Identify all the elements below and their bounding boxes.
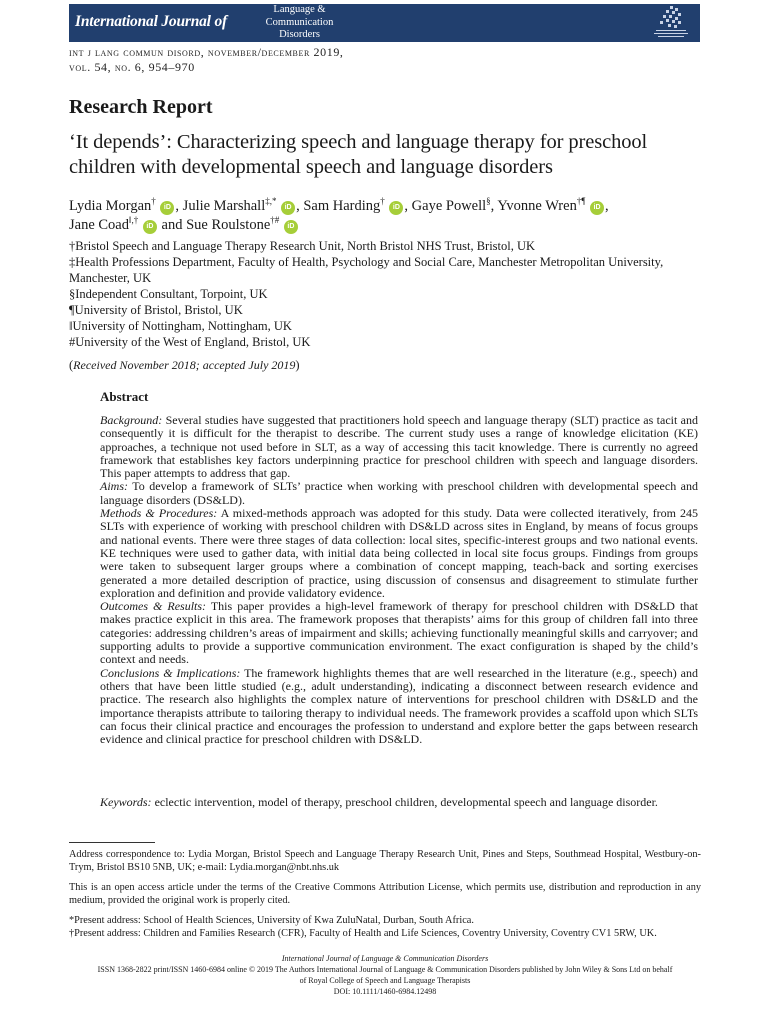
affiliation: ‡Health Professions Department, Faculty of Health, Psychology and Social Care, Manchester Metropolitan University, xyxy=(69,255,664,269)
author-list: Lydia Morgan† iD , Julie Marshall‡,* iD , Sam Harding† iD , Gaye Powell§, Yvonne Wren†¶ iD , Jane Coad‖,† iD and Sue Roulstone†# iD xyxy=(69,196,609,233)
orcid-icon[interactable]: iD xyxy=(143,220,157,234)
abstract-outcomes: Outcomes & Results: This paper provides a high-level framework of therapy for preschool children with DS&LD that makes practice explicit in this area. The framework proposes that therapists’ aims for this group of children fall into three categories: addressing children’s areas of impairment and skills; achieving functionally meaningful skills and carryover; and supporting adults to provide a supportive communication environment. The exact configuration is shaped by the child’s context and needs. xyxy=(100,599,698,667)
affiliation-mark: †¶ xyxy=(576,196,586,207)
orcid-icon[interactable]: iD xyxy=(284,220,298,234)
abstract-body xyxy=(100,414,698,746)
page-footer xyxy=(69,953,701,997)
article-title: ‘It depends’: Characterizing speech and language therapy for preschool children with developmental speech and language disorders xyxy=(69,131,648,178)
keywords: Keywords: eclectic intervention, model of therapy, preschool children, developmental speech and language disorder. xyxy=(100,795,658,809)
affiliation-list xyxy=(69,238,709,350)
received-dates: (Received November 2018; accepted July 2019) xyxy=(69,358,300,372)
footer-journal: International Journal of Language & Communication Disorders xyxy=(281,954,489,963)
affiliation: †Bristol Speech and Language Therapy Research Unit, North Bristol NHS Trust, Bristol, UK xyxy=(69,239,536,253)
author-name: Yvonne Wren xyxy=(497,198,577,214)
footnote-divider xyxy=(69,842,155,843)
journal-banner xyxy=(69,4,700,42)
journal-name-right: Language & Communication Disorders xyxy=(265,4,334,40)
abstract-heading: Abstract xyxy=(100,389,149,404)
present-address-note: *Present address: School of Health Sciences, University of Kwa ZuluNatal, Durban, South Africa. xyxy=(69,915,474,926)
affiliation: #University of the West of England, Bristol, UK xyxy=(69,335,311,349)
abstract-aims: Aims: To develop a framework of SLTs’ practice when working with preschool children with developmental speech and language disorders (DS&LD). xyxy=(100,479,698,507)
author-name: Jane Coad xyxy=(69,217,129,233)
correspondence-note: Address correspondence to: Lydia Morgan, Bristol Speech and Language Therapy Research Unit, Pines and Steps, Southmead Hospital, Westbury-on-Trym, Bristol BS10 5NB, UK; e-mail: Lydia.morgan@nbt.nhs.uk xyxy=(69,849,701,873)
orcid-icon[interactable]: iD xyxy=(389,201,403,215)
affiliation-mark: ‖,† xyxy=(129,215,139,226)
license-note: This is an open access article under the terms of the Creative Commons Attribution License, which permits use, distribution and reproduction in any medium, provided the original work is properly cited. xyxy=(69,882,701,906)
abstract-conclusions: Conclusions & Implications: The framework highlights themes that are well researched in the literature (e.g., speech) and others that have been little studied (e.g., adult understanding), indicating a disconnect between research evidence and practice. The research also highlights the complex nature of interventions for preschool children with DS&LD and the importance therapists attribute to tailoring therapy to individual needs. The framework provides a scaffold upon which SLTs can focus their clinical practice and encourages the profession to understand and explore better the gaps between research evidence and clinical practice for preschool children with DS&LD. xyxy=(100,665,698,747)
citation xyxy=(69,45,344,75)
citation-line-1: int j lang commun disord, november/december 2019, xyxy=(69,45,344,59)
footnotes xyxy=(69,848,701,940)
affiliation: Manchester, UK xyxy=(69,271,152,285)
affiliation-mark: ‡,* xyxy=(265,196,277,207)
report-type: Research Report xyxy=(69,96,213,118)
footer-doi[interactable]: DOI: 10.1111/1460-6984.12498 xyxy=(333,987,437,996)
affiliation-mark: †# xyxy=(270,215,280,226)
citation-line-2: vol. 54, no. 6, 954–970 xyxy=(69,60,195,74)
present-address-note: †Present address: Children and Families Research (CFR), Faculty of Health and Life Sciences, Coventry University, Coventry CV1 5RW, UK. xyxy=(69,928,657,939)
affiliation-mark: § xyxy=(486,196,491,207)
author-name: Julie Marshall xyxy=(182,198,266,214)
abstract-background: Background: Several studies have suggested that practitioners hold speech and language therapy (SLT) practice as tacit and consequently it is difficult for the therapist to describe. The current study uses a range of knowledge elicitation (KE) approaches, a technique not used before in SLT, as a way of accessing this tacit knowledge. There is currently no agreed framework that establishes key factors underpinning practice for preschool children with speech and language disorders. This paper attempts to address that gap. xyxy=(100,413,698,481)
footer-publisher: of Royal College of Speech and Language Therapists xyxy=(299,976,471,985)
orcid-icon[interactable]: iD xyxy=(160,201,174,215)
author-name: Sam Harding xyxy=(303,198,381,214)
affiliation-mark: † xyxy=(380,196,385,207)
society-logo-icon xyxy=(648,5,694,41)
affiliation: §Independent Consultant, Torpoint, UK xyxy=(69,287,268,301)
orcid-icon[interactable]: iD xyxy=(590,201,604,215)
author-name: Gaye Powell xyxy=(411,198,487,214)
affiliation-mark: † xyxy=(151,196,156,207)
abstract-methods: Methods & Procedures: A mixed-methods approach was adopted for this study. Data were collected iteratively, from 245 SLTs with experience of working with preschool children with DS&LD across sites in England, by means of focus groups and national events. There were three stages of data collection: local sites, specific-interest groups and two national events. KE techniques were used to gather data, with initial data being collected in local site focus groups. Findings from groups were taken to subsequent larger groups where a combination of concept mapping, teach-back and sorting exercises generated a more detailed description of practice, using discussion of consensus and disagreement to stimulate further exploration and definition and provide validatory evidence. xyxy=(100,506,698,600)
author-name: Sue Roulstone xyxy=(186,217,271,233)
affiliation: ¶University of Bristol, Bristol, UK xyxy=(69,303,243,317)
orcid-icon[interactable]: iD xyxy=(281,201,295,215)
author-name: Lydia Morgan xyxy=(69,198,152,214)
footer-issn: ISSN 1368-2822 print/ISSN 1460-6984 online © 2019 The Authors International Journal of Language & Communication Disorders published by John Wiley & Sons Ltd on behalf xyxy=(97,965,673,974)
author-conjunction: and xyxy=(161,217,187,233)
journal-name-left: International Journal of xyxy=(75,13,227,30)
affiliation: ‖University of Nottingham, Nottingham, UK xyxy=(69,319,292,333)
